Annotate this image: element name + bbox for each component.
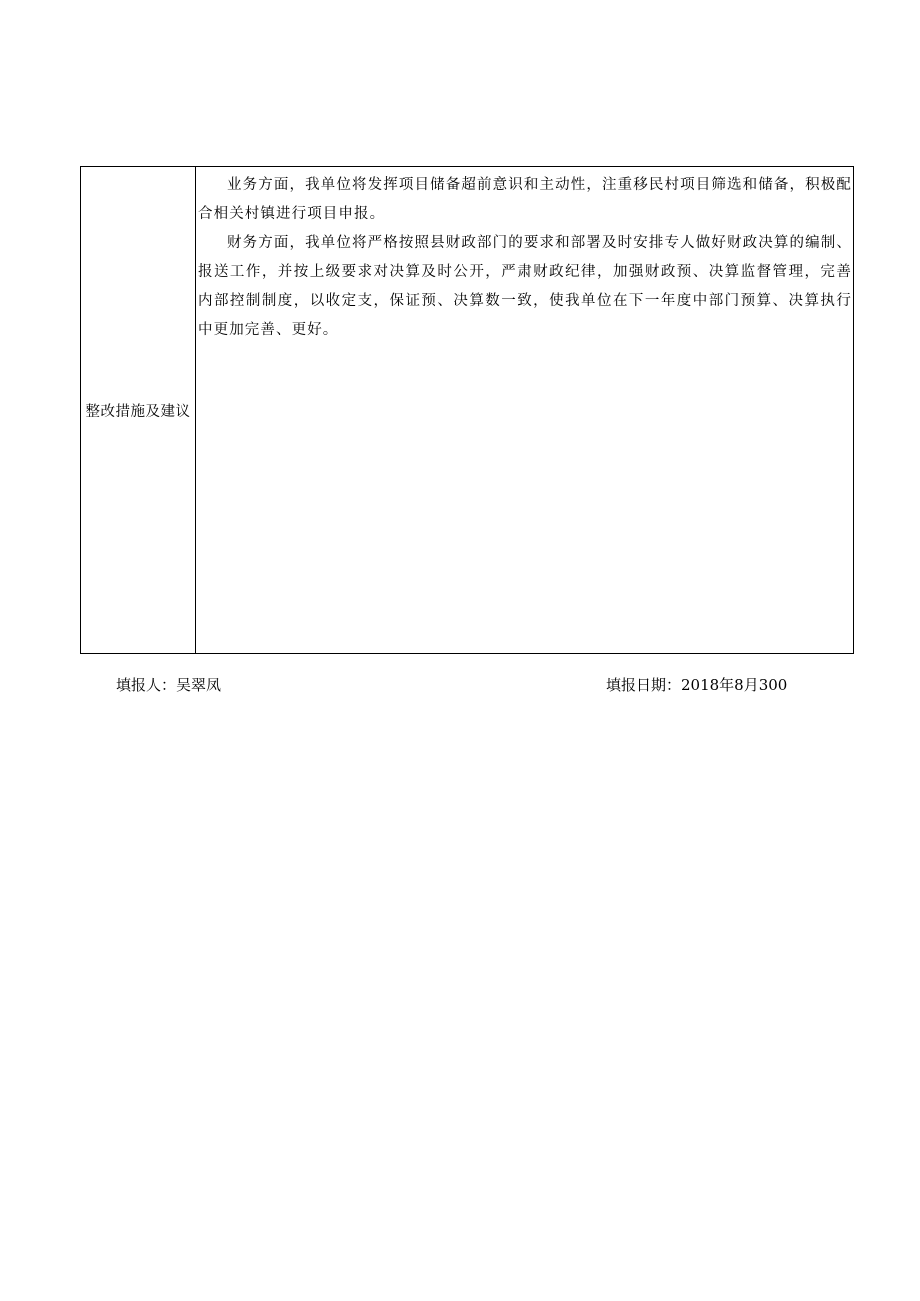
measures-label-cell: [81, 167, 196, 653]
filler-name: 填报人：吴翠凤: [116, 676, 222, 694]
measures-table: [80, 166, 854, 654]
measures-content-cell: [196, 167, 853, 653]
finance-paragraph: 财务方面，我单位将严格按照县财政部门的要求和部署及时安排专人做好财政决算的编制、报送工作，并按上级要求对决算及时公开，严肃财政纪律，加强财政预、决算监督管理，完善内部控制制度，以收定支，保证预、决算数一致，使我单位在下一年度中部门预算、决算执行中更加完善、更好。: [198, 235, 852, 338]
measures-label: 整改措施及建议: [85, 403, 191, 420]
fill-date: 填报日期：2018年8月300: [606, 676, 788, 694]
business-paragraph: 业务方面，我单位将发挥项目储备超前意识和主动性，注重移民村项目筛选和储备，积极配合相关村镇进行项目申报。: [198, 177, 852, 222]
